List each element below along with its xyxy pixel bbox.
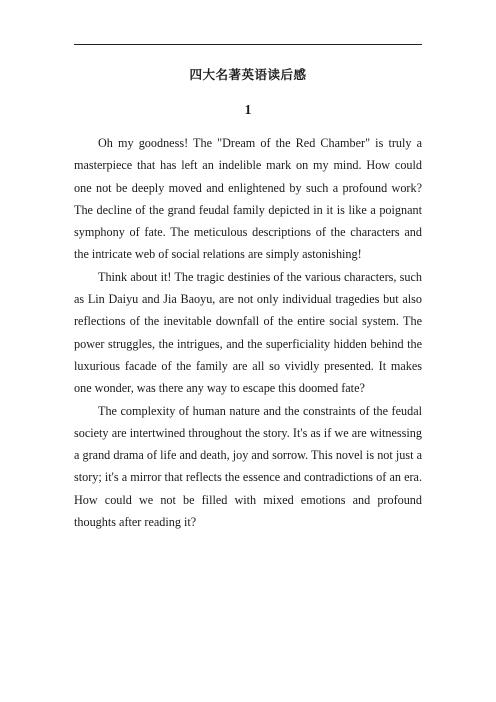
document-body: [74, 132, 422, 533]
document-title: 四大名著英语读后感: [189, 67, 307, 82]
paragraph: Think about it! The tragic destinies of the various characters, such as Lin Daiyu and Jia Baoyu, are not only individual tragedies but also reflections of the inevitable downfall of the entire social system. The power struggles, the intrigues, and the superficiality hidden behind the luxurious facade of the family are all so vividly presented. It makes one wonder, was there any way to escape this doomed fate?: [74, 269, 422, 396]
paragraph: The complexity of human nature and the constraints of the feudal society are intertwined throughout the story. It's as if we are witnessing a grand drama of life and death, joy and sorrow. This novel is not just a story; it's a mirror that reflects the essence and contradictions of an era. How could we not be filled with mixed emotions and profound thoughts after reading it?: [74, 403, 422, 530]
section-number: 1: [244, 102, 252, 117]
paragraph: Oh my goodness! The "Dream of the Red Chamber" is truly a masterpiece that has left an indelible mark on my mind. How could one not be deeply moved and enlightened by such a profound work? The decline of the grand feudal family depicted in it is like a poignant symphony of fate. The meticulous descriptions of the characters and the intricate web of social relations are simply astonishing!: [74, 136, 422, 262]
header-rule: [74, 44, 422, 45]
